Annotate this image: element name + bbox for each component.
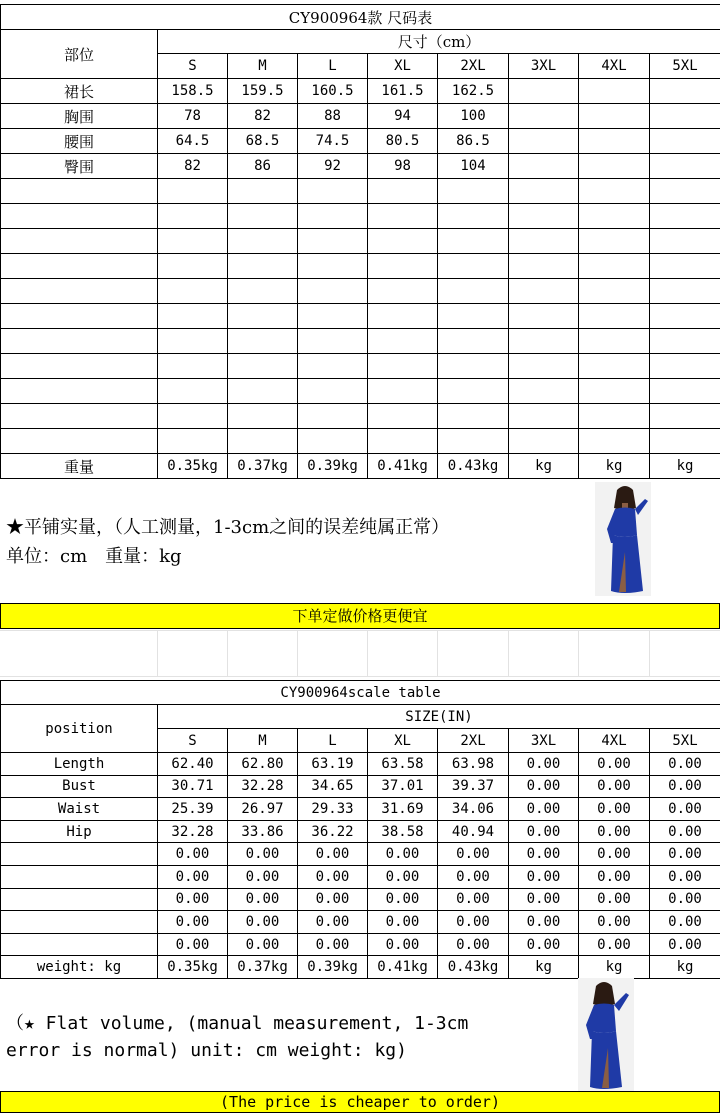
empty-cell xyxy=(298,329,368,354)
cell-value: 0.00 xyxy=(650,911,720,934)
empty-cell xyxy=(228,304,298,329)
row-label xyxy=(1,843,158,866)
empty-cell xyxy=(1,229,158,254)
cell-value: 0.00 xyxy=(579,753,650,776)
empty-cell xyxy=(228,429,298,454)
empty-cell xyxy=(509,354,579,379)
cell-value: 39.37 xyxy=(438,775,509,798)
cell-value: 0.00 xyxy=(368,865,438,888)
cell-value: 0.00 xyxy=(368,888,438,911)
cell-value: 92 xyxy=(298,154,368,179)
empty-cell xyxy=(1,354,158,379)
empty-cell xyxy=(579,254,650,279)
empty-cell xyxy=(1,379,158,404)
cell-value: 62.40 xyxy=(158,753,228,776)
cell-value: 32.28 xyxy=(228,775,298,798)
cell-value xyxy=(650,154,720,179)
weight-label: weight: kg xyxy=(1,956,158,979)
table-row xyxy=(1,154,720,179)
empty-cell xyxy=(438,404,509,429)
empty-cell xyxy=(650,404,720,429)
empty-row xyxy=(1,229,720,254)
empty-cell xyxy=(298,404,368,429)
cell-value xyxy=(509,129,579,154)
cell-value: 31.69 xyxy=(368,798,438,821)
empty-cell xyxy=(438,429,509,454)
empty-cell xyxy=(438,229,509,254)
table-row xyxy=(1,933,720,956)
empty-cell xyxy=(509,204,579,229)
empty-cell xyxy=(368,229,438,254)
cell-value: 104 xyxy=(438,154,509,179)
row-label: 胸围 xyxy=(1,104,158,129)
empty-cell xyxy=(158,354,228,379)
empty-row xyxy=(1,304,720,329)
empty-cell xyxy=(579,279,650,304)
empty-cell xyxy=(228,179,298,204)
cell-value: 0.00 xyxy=(579,911,650,934)
empty-cell xyxy=(1,204,158,229)
empty-cell xyxy=(579,404,650,429)
empty-cell xyxy=(579,179,650,204)
empty-cell xyxy=(368,379,438,404)
cell-value: 26.97 xyxy=(228,798,298,821)
empty-cell xyxy=(228,379,298,404)
size-header-s: S xyxy=(158,729,228,753)
empty-cell xyxy=(158,279,228,304)
empty-cell xyxy=(228,204,298,229)
product-photo xyxy=(595,482,651,596)
cell-value: 0.00 xyxy=(438,888,509,911)
size-table-en xyxy=(0,680,720,979)
table-row xyxy=(1,798,720,821)
unit-note-en: error is normal) unit: cm weight: kg) xyxy=(6,1037,407,1064)
weight-value: 0.43kg xyxy=(438,454,509,479)
table-row xyxy=(1,104,720,129)
cell-value: 0.00 xyxy=(228,843,298,866)
cell-value: 0.00 xyxy=(298,911,368,934)
empty-row xyxy=(1,204,720,229)
cell-value: 29.33 xyxy=(298,798,368,821)
empty-cell xyxy=(158,404,228,429)
cell-value xyxy=(579,154,650,179)
empty-cell xyxy=(298,279,368,304)
weight-value: 0.43kg xyxy=(438,956,509,979)
empty-cell xyxy=(509,404,579,429)
cell-value: 162.5 xyxy=(438,79,509,104)
empty-row xyxy=(1,404,720,429)
table-row xyxy=(1,865,720,888)
cell-value: 34.06 xyxy=(438,798,509,821)
weight-value: 0.37kg xyxy=(228,454,298,479)
row-label: 腰围 xyxy=(1,129,158,154)
weight-value: kg xyxy=(579,956,650,979)
empty-cell xyxy=(509,279,579,304)
empty-cell xyxy=(368,254,438,279)
weight-value: kg xyxy=(650,956,720,979)
cell-value: 0.00 xyxy=(509,753,579,776)
size-header-5xl: 5XL xyxy=(650,54,720,79)
empty-cell xyxy=(650,204,720,229)
cell-value xyxy=(650,79,720,104)
size-header-2xl: 2XL xyxy=(438,729,509,753)
size-header-m: M xyxy=(228,54,298,79)
cell-value: 63.98 xyxy=(438,753,509,776)
cell-value: 0.00 xyxy=(579,933,650,956)
empty-cell xyxy=(1,304,158,329)
cell-value: 0.00 xyxy=(298,865,368,888)
row-label: 裙长 xyxy=(1,79,158,104)
empty-cell xyxy=(438,379,509,404)
cell-value: 38.58 xyxy=(368,820,438,843)
empty-cell xyxy=(158,379,228,404)
cell-value: 82 xyxy=(158,154,228,179)
order-banner: 下单定做价格更便宜 xyxy=(0,603,720,629)
empty-row xyxy=(1,279,720,304)
cell-value: 80.5 xyxy=(368,129,438,154)
row-label: Bust xyxy=(1,775,158,798)
cell-value: 0.00 xyxy=(228,865,298,888)
table-row xyxy=(1,129,720,154)
empty-cell xyxy=(228,279,298,304)
size-header-2xl: 2XL xyxy=(438,54,509,79)
cell-value: 0.00 xyxy=(509,911,579,934)
empty-cell xyxy=(579,204,650,229)
cell-value: 0.00 xyxy=(228,888,298,911)
weight-value: kg xyxy=(650,454,720,479)
cell-value: 160.5 xyxy=(298,79,368,104)
empty-cell xyxy=(158,204,228,229)
position-header: 部位 xyxy=(1,30,158,79)
empty-cell xyxy=(509,379,579,404)
cell-value xyxy=(579,104,650,129)
size-header-5xl: 5XL xyxy=(650,729,720,753)
empty-row xyxy=(1,329,720,354)
cell-value: 0.00 xyxy=(650,753,720,776)
row-label: Hip xyxy=(1,820,158,843)
size-header-xl: XL xyxy=(368,54,438,79)
table-row xyxy=(1,843,720,866)
empty-cell xyxy=(368,329,438,354)
size-header-3xl: 3XL xyxy=(509,729,579,753)
spacer-grid xyxy=(0,630,720,677)
table-row xyxy=(1,775,720,798)
cell-value: 0.00 xyxy=(579,843,650,866)
position-header: position xyxy=(1,705,158,753)
size-header-l: L xyxy=(298,729,368,753)
empty-cell xyxy=(579,379,650,404)
cell-value: 0.00 xyxy=(158,888,228,911)
empty-cell xyxy=(438,179,509,204)
cell-value: 0.00 xyxy=(579,865,650,888)
cell-value: 0.00 xyxy=(509,798,579,821)
weight-value: kg xyxy=(509,454,579,479)
empty-cell xyxy=(438,354,509,379)
cell-value: 0.00 xyxy=(438,865,509,888)
cell-value xyxy=(579,129,650,154)
size-header-l: L xyxy=(298,54,368,79)
empty-cell xyxy=(509,304,579,329)
size-header-4xl: 4XL xyxy=(579,729,650,753)
weight-value: 0.39kg xyxy=(298,454,368,479)
cell-value: 0.00 xyxy=(509,865,579,888)
cell-value: 0.00 xyxy=(579,888,650,911)
cell-value: 0.00 xyxy=(368,843,438,866)
cell-value xyxy=(650,129,720,154)
cell-value xyxy=(650,104,720,129)
row-label: Length xyxy=(1,753,158,776)
empty-cell xyxy=(298,429,368,454)
empty-cell xyxy=(298,229,368,254)
measurement-note: ★平铺实量，（人工测量，1-3cm之间的误差纯属正常） xyxy=(6,514,449,541)
cell-value: 0.00 xyxy=(438,933,509,956)
empty-cell xyxy=(368,279,438,304)
weight-value: kg xyxy=(509,956,579,979)
unit-header: 尺寸（cm） xyxy=(158,30,720,54)
cell-value: 0.00 xyxy=(650,933,720,956)
row-label: Waist xyxy=(1,798,158,821)
size-header-3xl: 3XL xyxy=(509,54,579,79)
empty-cell xyxy=(650,329,720,354)
cell-value: 0.00 xyxy=(438,911,509,934)
size-table-cn xyxy=(0,4,720,479)
empty-cell xyxy=(368,354,438,379)
cell-value: 0.00 xyxy=(158,865,228,888)
empty-cell xyxy=(509,229,579,254)
empty-cell xyxy=(298,379,368,404)
cell-value: 62.80 xyxy=(228,753,298,776)
weight-value: kg xyxy=(579,454,650,479)
weight-value: 0.39kg xyxy=(298,956,368,979)
cell-value: 34.65 xyxy=(298,775,368,798)
cell-value: 0.00 xyxy=(158,933,228,956)
empty-cell xyxy=(1,279,158,304)
empty-cell xyxy=(650,379,720,404)
empty-row xyxy=(1,354,720,379)
empty-cell xyxy=(158,254,228,279)
cell-value: 161.5 xyxy=(368,79,438,104)
cell-value: 64.5 xyxy=(158,129,228,154)
cell-value: 30.71 xyxy=(158,775,228,798)
cell-value: 0.00 xyxy=(368,911,438,934)
empty-cell xyxy=(438,279,509,304)
cell-value: 0.00 xyxy=(368,933,438,956)
cell-value: 78 xyxy=(158,104,228,129)
size-header-xl: XL xyxy=(368,729,438,753)
table-row xyxy=(1,820,720,843)
empty-cell xyxy=(368,429,438,454)
empty-cell xyxy=(509,179,579,204)
cell-value: 82 xyxy=(228,104,298,129)
empty-cell xyxy=(228,229,298,254)
cell-value: 40.94 xyxy=(438,820,509,843)
empty-cell xyxy=(650,354,720,379)
cell-value: 0.00 xyxy=(650,820,720,843)
empty-cell xyxy=(158,329,228,354)
cell-value: 0.00 xyxy=(650,865,720,888)
table-title: CY900964scale table xyxy=(1,681,720,705)
empty-cell xyxy=(368,404,438,429)
empty-row xyxy=(1,429,720,454)
empty-cell xyxy=(579,229,650,254)
cell-value: 0.00 xyxy=(298,888,368,911)
cell-value: 0.00 xyxy=(298,933,368,956)
empty-cell xyxy=(509,329,579,354)
cell-value: 0.00 xyxy=(509,888,579,911)
cell-value: 86.5 xyxy=(438,129,509,154)
cell-value: 0.00 xyxy=(298,843,368,866)
cell-value xyxy=(579,79,650,104)
empty-cell xyxy=(438,204,509,229)
empty-cell xyxy=(650,179,720,204)
cell-value: 0.00 xyxy=(438,843,509,866)
empty-cell xyxy=(579,429,650,454)
empty-cell xyxy=(158,429,228,454)
cell-value: 159.5 xyxy=(228,79,298,104)
empty-cell xyxy=(1,329,158,354)
empty-cell xyxy=(438,304,509,329)
cell-value: 0.00 xyxy=(509,933,579,956)
cell-value: 25.39 xyxy=(158,798,228,821)
empty-cell xyxy=(228,329,298,354)
row-label xyxy=(1,888,158,911)
weight-label: 重量 xyxy=(1,454,158,479)
empty-row xyxy=(1,254,720,279)
empty-cell xyxy=(298,204,368,229)
empty-cell xyxy=(298,304,368,329)
unit-header: SIZE(IN) xyxy=(158,705,720,729)
cell-value: 0.00 xyxy=(579,798,650,821)
weight-value: 0.35kg xyxy=(158,454,228,479)
table-title: CY900964款 尺码表 xyxy=(1,5,720,30)
cell-value: 32.28 xyxy=(158,820,228,843)
unit-note: 单位：cm 重量：kg xyxy=(6,543,182,570)
cell-value: 74.5 xyxy=(298,129,368,154)
cell-value: 33.86 xyxy=(228,820,298,843)
row-label xyxy=(1,865,158,888)
empty-cell xyxy=(298,254,368,279)
empty-cell xyxy=(1,429,158,454)
cell-value: 0.00 xyxy=(650,888,720,911)
cell-value: 88 xyxy=(298,104,368,129)
cell-value: 0.00 xyxy=(650,775,720,798)
empty-cell xyxy=(579,354,650,379)
weight-value: 0.41kg xyxy=(368,454,438,479)
cell-value: 0.00 xyxy=(509,843,579,866)
cell-value xyxy=(509,79,579,104)
empty-cell xyxy=(228,354,298,379)
cell-value: 0.00 xyxy=(509,820,579,843)
cell-value: 0.00 xyxy=(228,933,298,956)
cell-value: 0.00 xyxy=(158,911,228,934)
empty-row xyxy=(1,179,720,204)
cell-value: 36.22 xyxy=(298,820,368,843)
cell-value: 0.00 xyxy=(158,843,228,866)
table-row xyxy=(1,911,720,934)
cell-value: 158.5 xyxy=(158,79,228,104)
cell-value: 0.00 xyxy=(509,775,579,798)
order-banner-en: (The price is cheaper to order) xyxy=(0,1091,720,1113)
row-label xyxy=(1,911,158,934)
empty-cell xyxy=(579,304,650,329)
empty-cell xyxy=(228,404,298,429)
empty-cell xyxy=(368,304,438,329)
cell-value: 0.00 xyxy=(228,911,298,934)
empty-cell xyxy=(509,254,579,279)
empty-cell xyxy=(438,329,509,354)
table-row xyxy=(1,753,720,776)
cell-value xyxy=(509,104,579,129)
empty-cell xyxy=(1,254,158,279)
empty-cell xyxy=(650,254,720,279)
cell-value: 0.00 xyxy=(650,843,720,866)
size-header-m: M xyxy=(228,729,298,753)
cell-value: 63.19 xyxy=(298,753,368,776)
empty-cell xyxy=(368,179,438,204)
cell-value: 94 xyxy=(368,104,438,129)
weight-value: 0.35kg xyxy=(158,956,228,979)
empty-cell xyxy=(579,329,650,354)
cell-value: 0.00 xyxy=(579,775,650,798)
empty-cell xyxy=(650,429,720,454)
empty-cell xyxy=(650,304,720,329)
empty-cell xyxy=(298,354,368,379)
size-header-4xl: 4XL xyxy=(579,54,650,79)
empty-cell xyxy=(228,254,298,279)
empty-cell xyxy=(438,254,509,279)
empty-cell xyxy=(298,179,368,204)
cell-value xyxy=(509,154,579,179)
cell-value: 37.01 xyxy=(368,775,438,798)
size-header-s: S xyxy=(158,54,228,79)
row-label xyxy=(1,933,158,956)
empty-cell xyxy=(1,404,158,429)
table-row xyxy=(1,79,720,104)
cell-value: 68.5 xyxy=(228,129,298,154)
cell-value: 63.58 xyxy=(368,753,438,776)
table-row xyxy=(1,888,720,911)
row-label: 臀围 xyxy=(1,154,158,179)
empty-cell xyxy=(1,179,158,204)
empty-cell xyxy=(158,304,228,329)
product-photo-en xyxy=(578,978,634,1092)
empty-cell xyxy=(158,179,228,204)
measurement-note-en: （★ Flat volume, (manual measurement, 1-3cm xyxy=(6,1010,468,1037)
cell-value: 86 xyxy=(228,154,298,179)
cell-value: 0.00 xyxy=(650,798,720,821)
empty-row xyxy=(1,379,720,404)
cell-value: 98 xyxy=(368,154,438,179)
empty-cell xyxy=(368,204,438,229)
weight-value: 0.37kg xyxy=(228,956,298,979)
empty-cell xyxy=(650,279,720,304)
cell-value: 0.00 xyxy=(579,820,650,843)
empty-cell xyxy=(509,429,579,454)
empty-cell xyxy=(158,229,228,254)
empty-cell xyxy=(650,229,720,254)
weight-value: 0.41kg xyxy=(368,956,438,979)
cell-value: 100 xyxy=(438,104,509,129)
